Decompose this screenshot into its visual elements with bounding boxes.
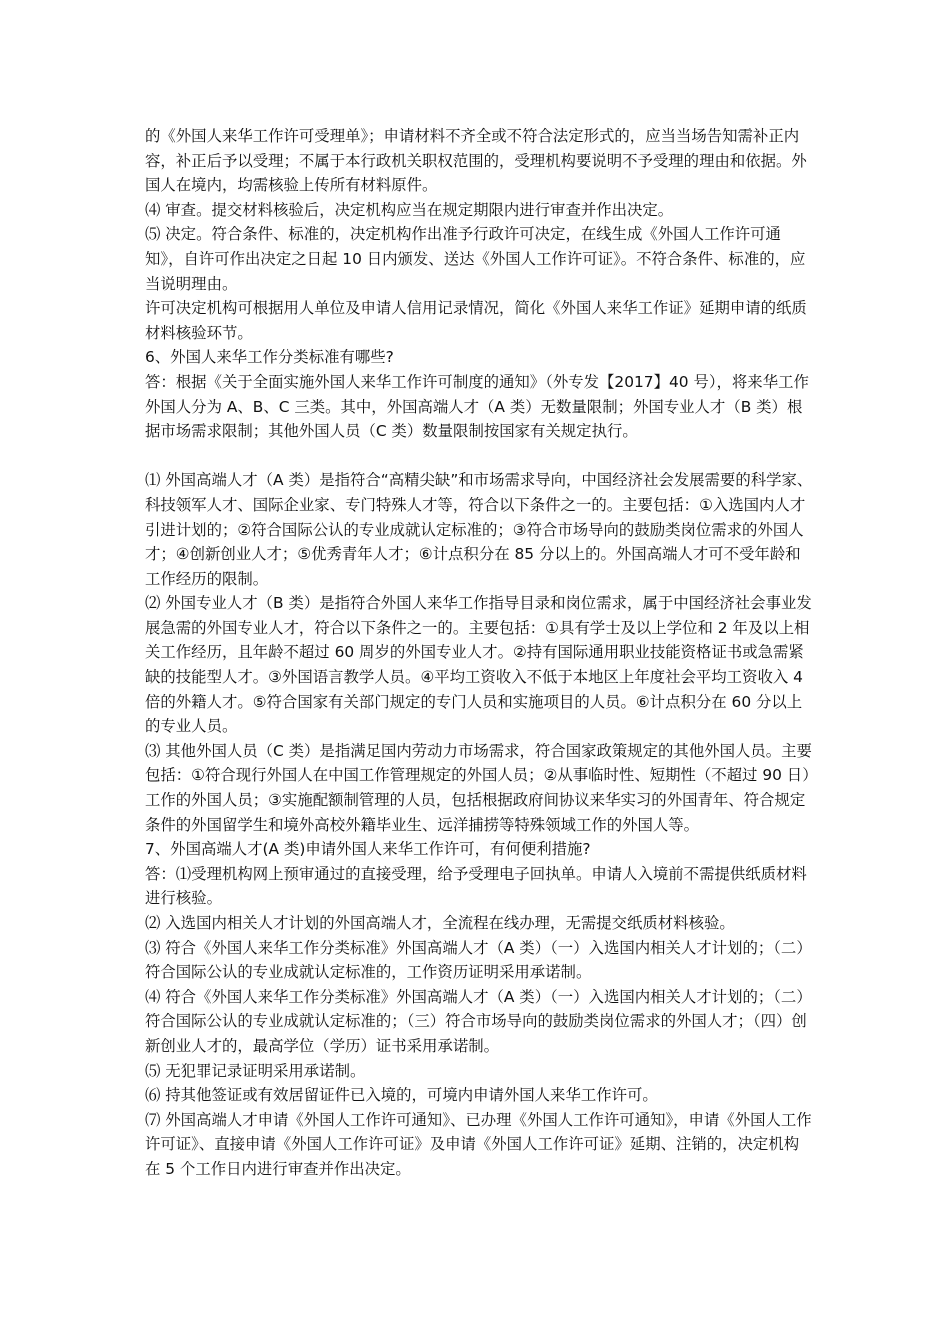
paragraph-application-acceptance: 的《外国人来华工作许可受理单》；申请材料不齐全或不符合法定形式的，应当当场告知需补正内容，补正后予以受理；不属于本行政机关职权范围的，受理机构要说明不予受理的理由和依据。外国人在境内，均需核验上传所有材料原件。 — [145, 127, 807, 195]
question-6-heading: 6、外国人来华工作分类标准有哪些? — [145, 348, 394, 367]
answer-7-item-2: ⑵ 入选国内相关人才计划的外国高端人才，全流程在线办理，无需提交纸质材料核验。 — [145, 914, 735, 932]
answer-7-item-7: ⑺ 外国高端人才申请《外国人工作许可通知》、已办理《外国人工作许可通知》，申请《外国人工作许可证》、直接申请《外国人工作许可证》及申请《外国人工作许可证》延期、注销的，决定机构在 5 个工作日内进行审查并作出决定。 — [145, 1110, 812, 1178]
answer-7-item-3: ⑶ 符合《外国人来华工作分类标准》外国高端人才（A 类）（一）入选国内相关人才计划的；（二）符合国际公认的专业成就认定标准的，工作资历证明采用承诺制。 — [145, 938, 812, 982]
paragraph-simplified-verification: 许可决定机构可根据用人单位及申请人信用记录情况，简化《外国人来华工作证》延期申请的纸质材料核验环节。 — [145, 299, 807, 342]
document-body — [145, 124, 813, 1182]
question-7-heading: 7、外国高端人才(A 类)申请外国人来华工作许可，有何便利措施? — [145, 840, 591, 859]
paragraph-class-b-talent: ⑵ 外国专业人才（B 类）是指符合外国人来华工作指导目录和岗位需求，属于中国经济社会事业发展急需的外国专业人才，符合以下条件之一的。主要包括：①具有学士及以上学位和 2 年及以上相关工作经历，且年龄不超过 60 周岁的外国专业人才。②持有国际通用职业技能资格证书或急需紧缺的技能型人才。③外国语言教学人员。④平均工资收入不低于本地区上年度社会平均工资收入 4 倍的外籍人才。⑤符合国家有关部门规定的专门人员和实施项目的人员。⑥计点积分在 60 分以上的专业人员。 — [145, 594, 812, 736]
paragraph-class-a-talent: ⑴ 外国高端人才（A 类）是指符合“高精尖缺”和市场需求导向，中国经济社会发展需要的科学家、科技领军人才、国际企业家、专门特殊人才等，符合以下条件之一的。主要包括：①入选国内人才引进计划的；②符合国际公认的专业成就认定标准的；③符合市场导向的鼓励类岗位需求的外国人才；④创新创业人才；⑤优秀青年人才；⑥计点积分在 85 分以上的。外国高端人才可不受年龄和工作经历的限制。 — [145, 471, 813, 588]
answer-7-item-4: ⑷ 符合《外国人来华工作分类标准》外国高端人才（A 类）（一）入选国内相关人才计划的；（二）符合国际公认的专业成就认定标准的；（三）符合市场导向的鼓励类岗位需求的外国人才；（四）创新创业人才的，最高学位（学历）证书采用承诺制。 — [145, 987, 812, 1055]
answer-7-item-5: ⑸ 无犯罪记录证明采用承诺制。 — [145, 1061, 366, 1080]
paragraph-class-c-personnel: ⑶ 其他外国人员（C 类）是指满足国内劳动力市场需求，符合国家政策规定的其他外国人员。主要包括：①符合现行外国人在中国工作管理规定的外国人员；②从事临时性、短期性（不超过 90 日）工作的外国人员；③实施配额制管理的人员，包括根据政府间协议来华实习的外国青年、符合规定条件的外国留学生和境外高校外籍毕业生、远洋捕捞等特殊领域工作的外国人等。 — [145, 741, 812, 834]
answer-7-item-1: 答：⑴受理机构网上预审通过的直接受理，给予受理电子回执单。申请人入境前不需提供纸质材料进行核验。 — [145, 864, 807, 908]
paragraph-review: ⑷ 审查。提交材料核验后，决定机构应当在规定期限内进行审查并作出决定。 — [145, 200, 674, 219]
blank-line — [145, 444, 813, 469]
answer-6-classification: 答：根据《关于全面实施外国人来华工作许可制度的通知》（外专发【2017】40 号），将来华工作外国人分为 A、B、C 三类。其中，外国高端人才（A 类）无数量限制；外国专业人才（B 类）根据市场需求限制；其他外国人员（C 类）数量限制按国家有关规定执行。 — [145, 372, 809, 441]
answer-7-item-6: ⑹ 持其他签证或有效居留证件已入境的，可境内申请外国人来华工作许可。 — [145, 1086, 658, 1105]
paragraph-decision: ⑸ 决定。符合条件、标准的，决定机构作出准予行政许可决定，在线生成《外国人工作许可通知》，自许可作出决定之日起 10 日内颁发、送达《外国人工作许可证》。不符合条件、标准的，应当说明理由。 — [145, 225, 806, 293]
